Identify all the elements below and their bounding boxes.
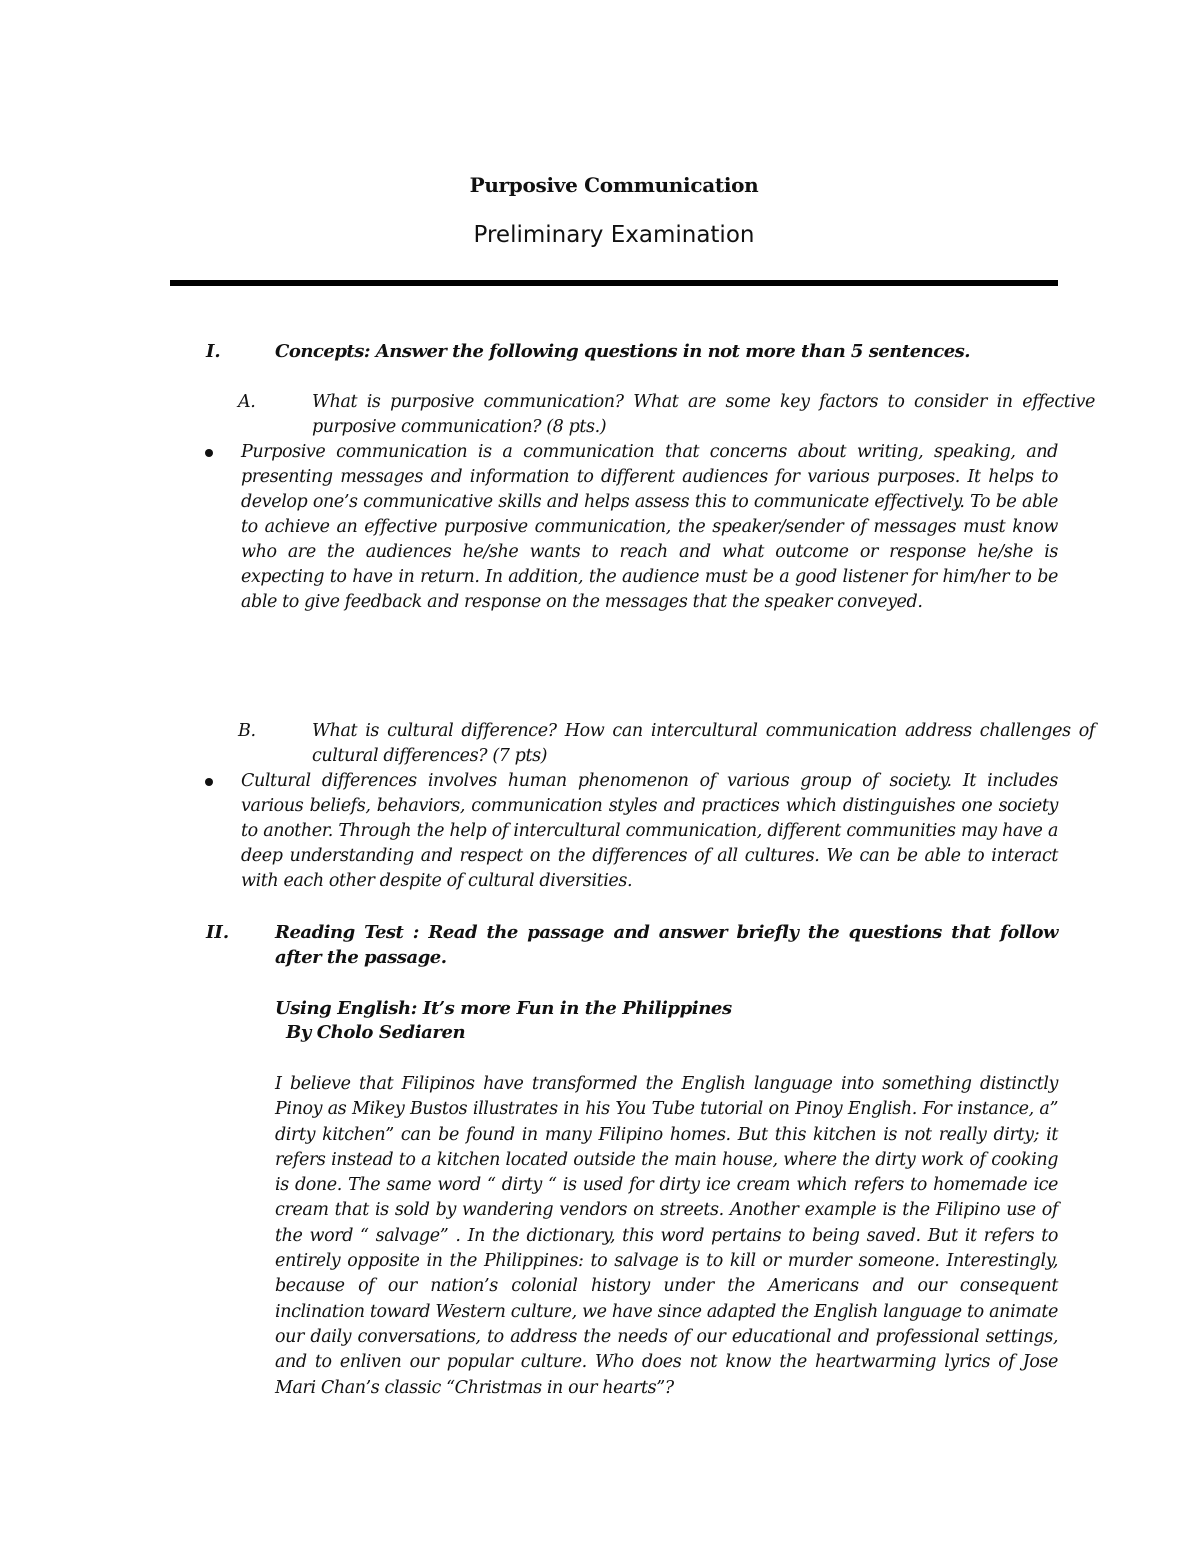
passage-text: I believe that Filipinos have transformed the English language into something distinctly Pinoy as Mikey Bustos illustrates in his You Tube tutorial on Pinoy English. For instance, a” dirty kitchen” can be found in many Filipino homes. But this kitchen is not really dirty; it refers instead to a kitchen located outside the main house, where the dirty work of cooking is done. The same word “ dirty “ is used for dirty ice cream which refers to homemade ice cream that is sold by wandering vendors on streets. Another example is the Filipino use of the word “ salvage” . In the dictionary, this word pertains to being saved. But it refers to entirely opposite in the Philippines: to salvage is to kill or murder someone. Interestingly, because of our nation’s colonial history under the Americans and our consequent inclination toward Western culture, we have since adapted the English language to animate our daily conversations, to address the needs of our educational and professional settings, and to enliven our popular culture. Who does not know the heartwarming lyrics of Jose Mari Chan’s classic “Christmas in our hearts”? (275, 1074, 1058, 1398)
passage-author: By Cholo Sediaren (286, 1022, 466, 1043)
passage-title: Using English: It’s more Fun in the Philippines (275, 998, 732, 1019)
question-b-letter: B. (238, 721, 256, 741)
question-b (238, 719, 1095, 769)
question-a-text: What is purposive communication? What are some key factors to consider in effective purposive communication? (8 pts.) (312, 392, 1095, 437)
section-1-heading: Concepts: Answer the following questions in not more than 5 sentences. (275, 341, 971, 362)
question-a (238, 390, 1095, 440)
question-a-letter: A. (238, 392, 256, 412)
question-b-text: What is cultural difference? How can intercultural communication address challenges of cultural differences? (7 pts) (312, 721, 1095, 766)
header-divider (170, 280, 1058, 286)
answer-a: Purposive communication is a communication that concerns about writing, speaking, and presenting messages and information to different audiences for various purposes. It helps to develop one’s communicative skills and helps assess this to communicate effectively. To be able to achieve an effective purposive communication, the speaker/sender of messages must know who are the audiences he/she wants to reach and what outcome or response he/she is expecting to have in return. In addition, the audience must be a good listener for him/her to be able to give feedback and response on the messages that the speaker conveyed. (241, 442, 1058, 612)
section-2-number: II. (206, 922, 230, 943)
section-1-number: I. (206, 341, 221, 362)
answer-b: Cultural differences involves human phenomenon of various group of society. It includes various beliefs, behaviors, communication styles and practices which distinguishes one society to another. Through the help of intercultural communication, different communities may have a deep understanding and respect on the differences of all cultures. We can be able to interact with each other despite of cultural diversities. (241, 771, 1058, 891)
document-subtitle: Preliminary Examination (473, 222, 755, 248)
bullet-icon (205, 778, 213, 786)
document-title: Purposive Communication (469, 173, 759, 197)
section-2-heading: Reading Test : Read the passage and answer briefly the questions that follow after the passage. (275, 922, 1058, 968)
bullet-icon (205, 449, 213, 457)
